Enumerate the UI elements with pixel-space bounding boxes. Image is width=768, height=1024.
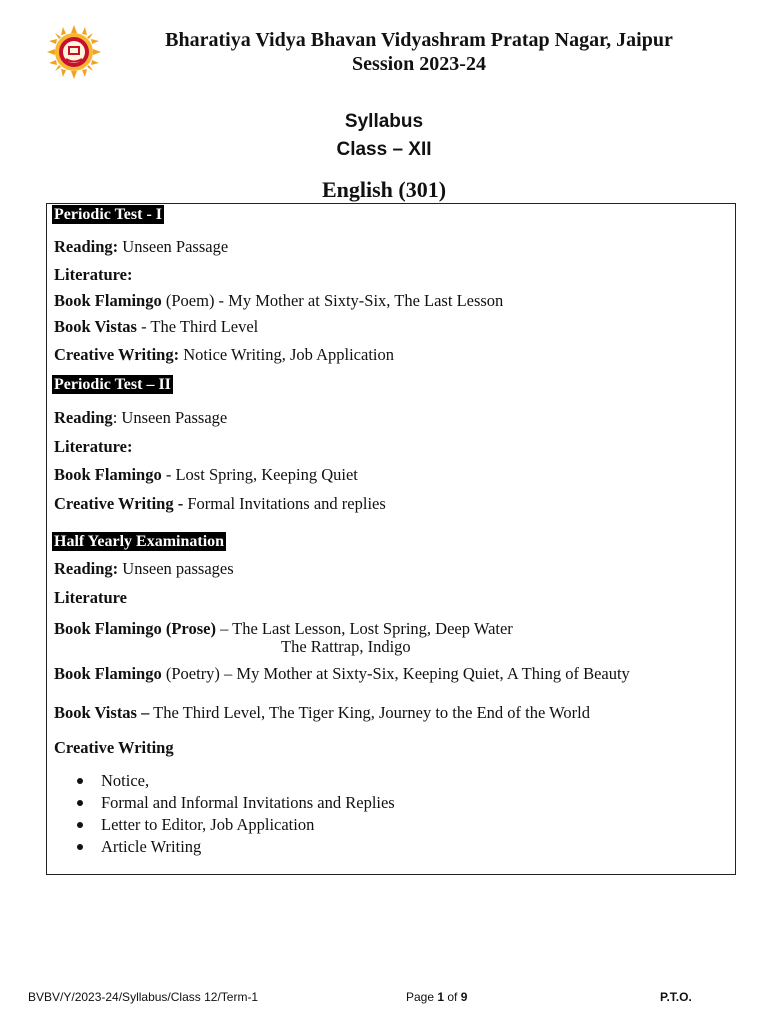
- list-item: Notice,: [77, 770, 395, 792]
- pt1-reading-label: Reading:: [54, 237, 119, 256]
- session-year: Session 2023-24: [352, 53, 486, 75]
- pt1-creative-line: [54, 345, 394, 365]
- pt2-creative-text: Formal Invitations and replies: [183, 494, 386, 513]
- list-item: Article Writing: [77, 836, 395, 858]
- hy-prose-label: Book Flamingo (Prose): [54, 619, 216, 638]
- pt2-reading-text: : Unseen Passage: [112, 408, 228, 427]
- pt1-reading-line: [54, 237, 228, 257]
- hy-poetry-label: Book Flamingo: [54, 664, 162, 683]
- hy-creative-line: [54, 738, 174, 758]
- pt2-reading-line: [54, 408, 227, 428]
- hy-literature-label: Literature: [54, 588, 128, 607]
- hy-poetry-line: [54, 664, 630, 684]
- hy-prose-line-2: The Rattrap, Indigo: [281, 637, 411, 656]
- list-item: Letter to Editor, Job Application: [77, 814, 395, 836]
- page-total: 9: [460, 990, 468, 1004]
- hy-vistas-label: Book Vistas –: [54, 703, 150, 722]
- hy-prose-line: [54, 619, 513, 639]
- creative-writing-list: [77, 770, 395, 858]
- list-item: Formal and Informal Invitations and Replies: [77, 792, 395, 814]
- page-current: 1: [437, 990, 445, 1004]
- pt1-reading-text: Unseen Passage: [118, 237, 229, 256]
- pt2-flamingo-text: - Lost Spring, Keeping Quiet: [161, 465, 358, 484]
- hy-vistas-text: The Third Level, The Tiger King, Journey to the End of the World: [149, 703, 590, 722]
- school-emblem-icon: [46, 24, 102, 80]
- hy-poetry-text: (Poetry) – My Mother at Sixty-Six, Keeping Quiet, A Thing of Beauty: [161, 664, 630, 683]
- pt1-vistas-line: [54, 317, 258, 337]
- pt1-literature-label: Literature:: [54, 265, 133, 284]
- pt2-creative-line: [54, 494, 386, 514]
- hy-reading-text: Unseen passages: [118, 559, 234, 578]
- syllabus-content-box: [46, 203, 736, 875]
- page-prefix: Page: [406, 990, 438, 1004]
- half-yearly-heading: Half Yearly Examination: [54, 533, 225, 550]
- pt2-creative-label: Creative Writing -: [54, 494, 184, 513]
- hy-literature-line: [54, 588, 127, 608]
- document-reference: BVBV/Y/2023-24/Syllabus/Class 12/Term-1: [28, 990, 259, 1004]
- class-title: Class – XII: [336, 139, 432, 160]
- syllabus-title: Syllabus: [344, 111, 424, 132]
- pt1-creative-text: Notice Writing, Job Application: [179, 345, 394, 364]
- hy-creative-label: Creative Writing: [54, 738, 174, 757]
- periodic-test-1-heading: Periodic Test - I: [54, 206, 162, 223]
- school-name: Bharatiya Vidya Bhavan Vidyashram Pratap Nagar, Jaipur: [165, 29, 673, 51]
- pt1-vistas-label: Book Vistas: [54, 317, 137, 336]
- hy-reading-line: [54, 559, 234, 579]
- pt2-reading-label: Reading: [54, 408, 113, 427]
- hy-prose-text: – The Last Lesson, Lost Spring, Deep Water: [215, 619, 513, 638]
- pt2-literature-label: Literature:: [54, 437, 133, 456]
- hy-reading-label: Reading:: [54, 559, 119, 578]
- subject-title: English (301): [321, 177, 447, 202]
- page-number: [406, 990, 467, 1004]
- page-mid: of: [444, 990, 461, 1004]
- pt2-flamingo-label: Book Flamingo: [54, 465, 162, 484]
- hy-vistas-line: [54, 703, 590, 723]
- pt1-literature-line: [54, 265, 133, 285]
- pt1-vistas-text: - The Third Level: [136, 317, 259, 336]
- pt2-flamingo-line: [54, 465, 358, 485]
- pt1-flamingo-line: [54, 291, 503, 311]
- pt2-literature-line: [54, 437, 133, 457]
- pt1-creative-label: Creative Writing:: [54, 345, 180, 364]
- periodic-test-2-heading: Periodic Test – II: [54, 376, 171, 393]
- pt1-flamingo-text: (Poem) - My Mother at Sixty-Six, The Last Lesson: [161, 291, 504, 310]
- pto-label: P.T.O.: [660, 990, 692, 1004]
- pt1-flamingo-label: Book Flamingo: [54, 291, 162, 310]
